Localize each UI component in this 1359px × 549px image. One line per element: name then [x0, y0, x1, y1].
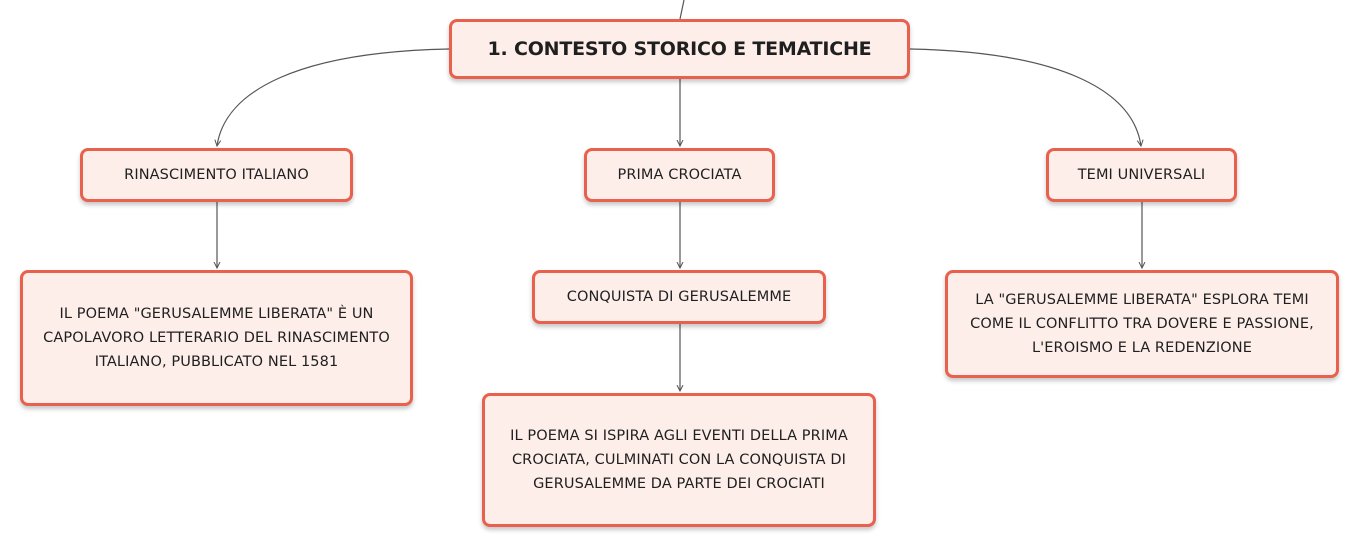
branch-node-prima-crociata[interactable]: PRIMA CROCIATA: [584, 148, 775, 202]
connector-root-to-temi-universali: [910, 49, 1141, 146]
subtopic-node-conquista-di-gerusalemme[interactable]: CONQUISTA DI GERUSALEMME: [532, 270, 826, 324]
detail-node-temi-universali[interactable]: LA "GERUSALEMME LIBERATA" ESPLORA TEMI COME IL CONFLITTO TRA DOVERE E PASSIONE, L'EROISMO E LA REDENZIONE: [945, 270, 1339, 378]
connector-root-to-rinascimento: [217, 49, 449, 146]
detail-node-rinascimento[interactable]: IL POEMA "GERUSALEMME LIBERATA" È UN CAPOLAVORO LETTERARIO DEL RINASCIMENTO ITALIANO, PUBBLICATO NEL 1581: [20, 270, 413, 406]
branch-node-rinascimento-italiano[interactable]: RINASCIMENTO ITALIANO: [80, 148, 353, 202]
detail-node-prima-crociata[interactable]: IL POEMA SI ISPIRA AGLI EVENTI DELLA PRIMA CROCIATA, CULMINATI CON LA CONQUISTA DI GERUSALEMME DA PARTE DEI CROCIATI: [482, 393, 876, 527]
root-topic-node[interactable]: 1. CONTESTO STORICO E TEMATICHE: [449, 19, 910, 79]
connector-parent-to-root: [680, 0, 684, 19]
branch-node-temi-universali[interactable]: TEMI UNIVERSALI: [1046, 148, 1237, 202]
